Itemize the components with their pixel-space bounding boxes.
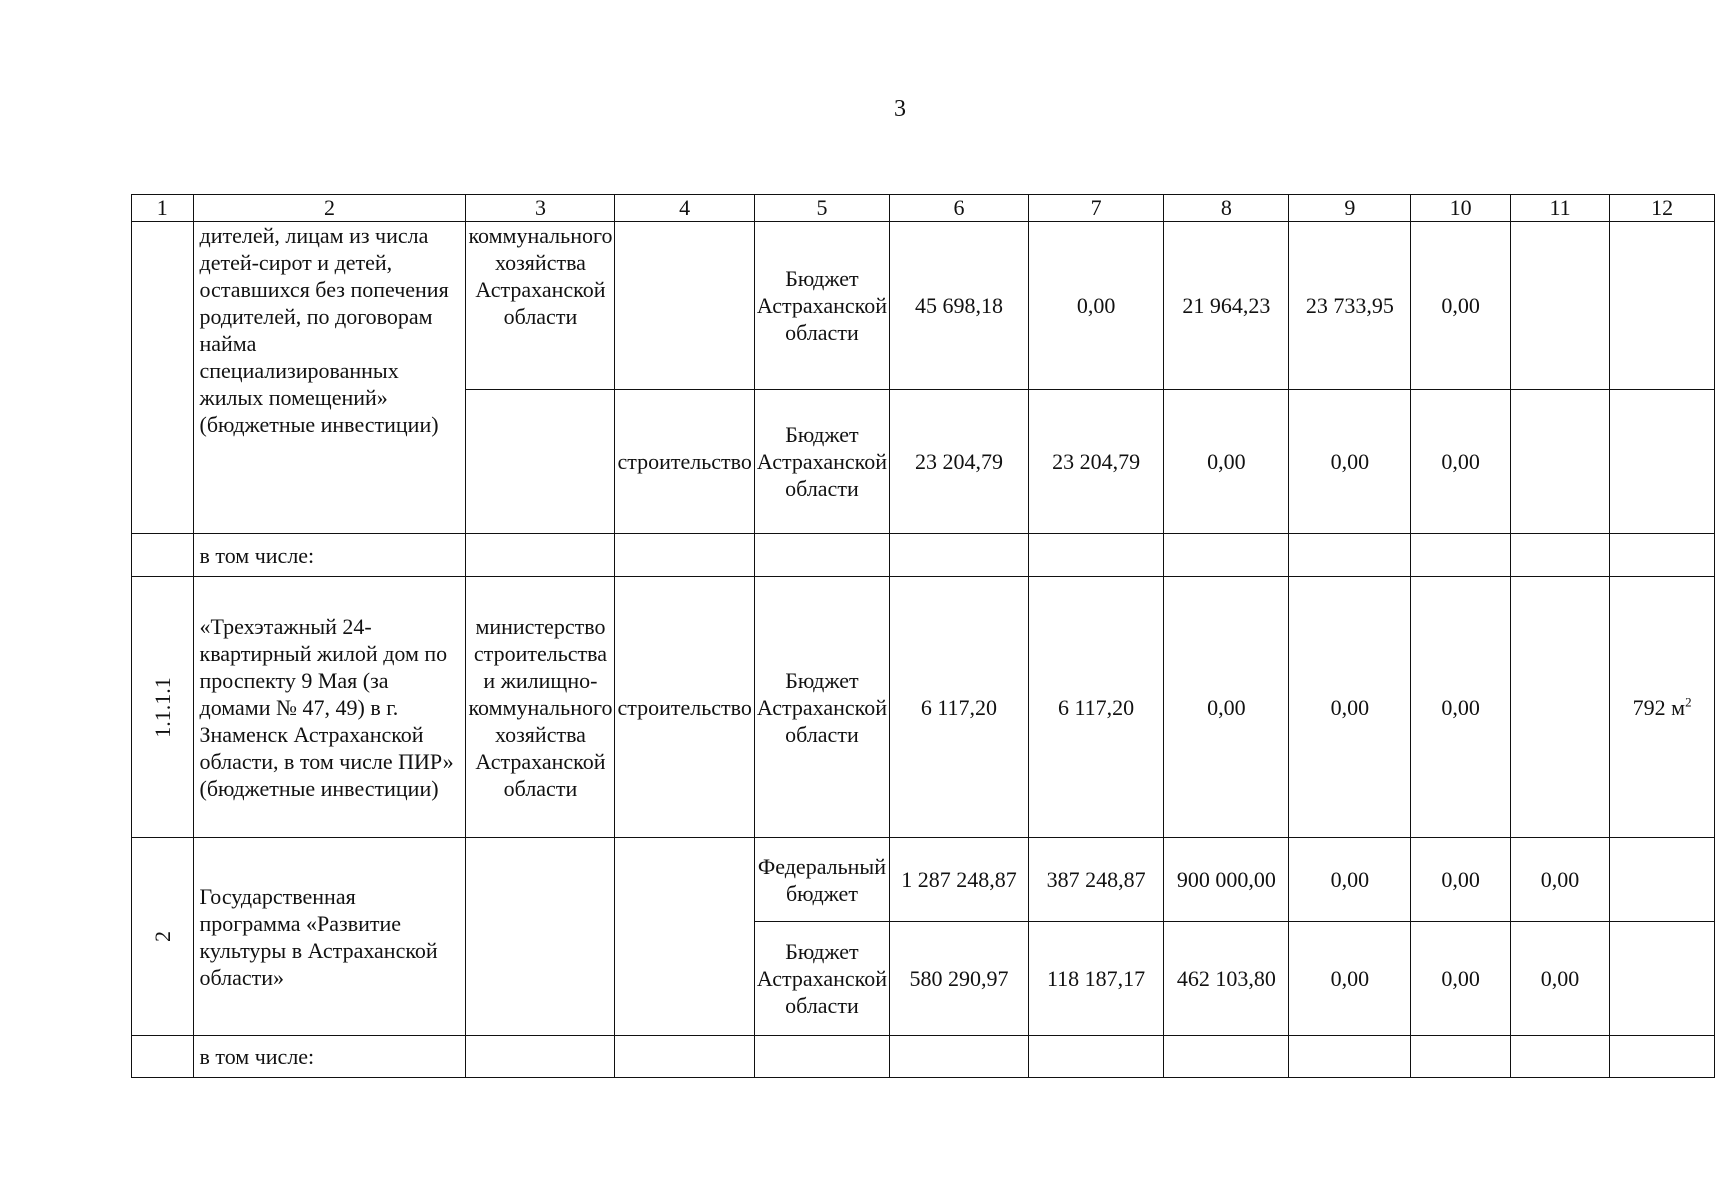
column-header: 11 <box>1510 195 1609 222</box>
amount-cell: 462 103,80 <box>1164 922 1289 1036</box>
direction-cell <box>615 222 754 390</box>
amount-cell: 0,00 <box>1510 922 1609 1036</box>
amount-cell: 1 287 248,87 <box>890 838 1029 922</box>
result-cell <box>1610 577 1715 838</box>
direction-cell: строительство <box>615 390 754 534</box>
amount-cell: 6 117,20 <box>890 577 1029 838</box>
direction-cell: строительство <box>615 577 754 838</box>
table-row <box>132 534 1715 577</box>
column-header: 10 <box>1411 195 1510 222</box>
amount-cell: 0,00 <box>1289 577 1411 838</box>
index-cell <box>132 577 194 838</box>
direction-cell <box>615 838 754 1036</box>
amount-cell: 580 290,97 <box>890 922 1029 1036</box>
column-header: 3 <box>466 195 615 222</box>
funding-source-cell: Бюджет Астраханской области <box>754 390 889 534</box>
column-header: 9 <box>1289 195 1411 222</box>
amount-cell: 0,00 <box>1411 222 1510 390</box>
unit-superscript: 2 <box>1685 694 1692 710</box>
amount-cell <box>1510 577 1609 838</box>
amount-cell: 0,00 <box>1289 922 1411 1036</box>
amount-cell: 23 204,79 <box>1028 390 1163 534</box>
funding-source-cell: Бюджет Астраханской области <box>754 222 889 390</box>
including-label: в том числе: <box>193 1036 466 1078</box>
amount-cell: 45 698,18 <box>890 222 1029 390</box>
amount-cell: 0,00 <box>1289 390 1411 534</box>
amount-cell: 6 117,20 <box>1028 577 1163 838</box>
program-name-cell: дителей, лицам из числа детей-сирот и детей, оставшихся без попечения родителей, по договорам найма специализированных жилых помещений» (бюджетные инвестиции) <box>193 222 466 534</box>
amount-cell: 0,00 <box>1411 838 1510 922</box>
row-index: 2 <box>149 931 175 942</box>
amount-cell: 900 000,00 <box>1164 838 1289 922</box>
table-row <box>132 1036 1715 1078</box>
page-number: 3 <box>894 96 906 122</box>
column-header: 1 <box>132 195 194 222</box>
program-name-cell: «Трехэтажный 24-квартирный жилой дом по проспекту 9 Мая (за домами № 47, 49) в г. Знаменск Астраханской области, в том числе ПИР» (бюджетные инвестиции) <box>193 577 466 838</box>
amount-cell: 23 204,79 <box>890 390 1029 534</box>
funding-source-cell: Бюджет Астраханской области <box>754 922 889 1036</box>
amount-cell: 387 248,87 <box>1028 838 1163 922</box>
result-cell <box>1610 922 1715 1036</box>
column-number-row <box>132 195 1715 222</box>
funding-source-cell: Бюджет Астраханской области <box>754 577 889 838</box>
executor-cell <box>466 838 615 1036</box>
column-header: 12 <box>1610 195 1715 222</box>
result-cell <box>1610 222 1715 390</box>
amount-cell: 0,00 <box>1164 390 1289 534</box>
executor-cell: коммунального хозяйства Астраханской области <box>466 222 615 390</box>
amount-cell: 0,00 <box>1289 838 1411 922</box>
index-cell <box>132 838 194 1036</box>
column-header: 8 <box>1164 195 1289 222</box>
index-cell <box>132 534 194 577</box>
amount-cell: 118 187,17 <box>1028 922 1163 1036</box>
column-header: 6 <box>890 195 1029 222</box>
amount-cell: 0,00 <box>1411 922 1510 1036</box>
table-row <box>132 577 1715 838</box>
budget-table <box>131 194 1715 1078</box>
program-name-cell: Государственная программа «Развитие культуры в Астраханской области» <box>193 838 466 1036</box>
table-row <box>132 838 1715 922</box>
result-value: 792 м <box>1632 694 1686 720</box>
column-header: 7 <box>1028 195 1163 222</box>
amount-cell: 0,00 <box>1028 222 1163 390</box>
including-label: в том числе: <box>193 534 466 577</box>
result-cell <box>1610 838 1715 922</box>
funding-source-cell: Федеральный бюджет <box>754 838 889 922</box>
index-cell <box>132 222 194 534</box>
column-header: 4 <box>615 195 754 222</box>
result-cell <box>1610 390 1715 534</box>
index-cell <box>132 1036 194 1078</box>
column-header: 2 <box>193 195 466 222</box>
table-row <box>132 222 1715 390</box>
executor-cell: министерство строительства и жилищно-коммунального хозяйства Астраханской области <box>466 577 615 838</box>
amount-cell: 21 964,23 <box>1164 222 1289 390</box>
amount-cell: 0,00 <box>1164 577 1289 838</box>
amount-cell: 0,00 <box>1510 838 1609 922</box>
amount-cell: 0,00 <box>1411 577 1510 838</box>
amount-cell <box>1510 222 1609 390</box>
row-index: 1.1.1.1 <box>149 676 175 738</box>
column-header: 5 <box>754 195 889 222</box>
amount-cell: 23 733,95 <box>1289 222 1411 390</box>
amount-cell: 0,00 <box>1411 390 1510 534</box>
amount-cell <box>1510 390 1609 534</box>
executor-cell <box>466 390 615 534</box>
